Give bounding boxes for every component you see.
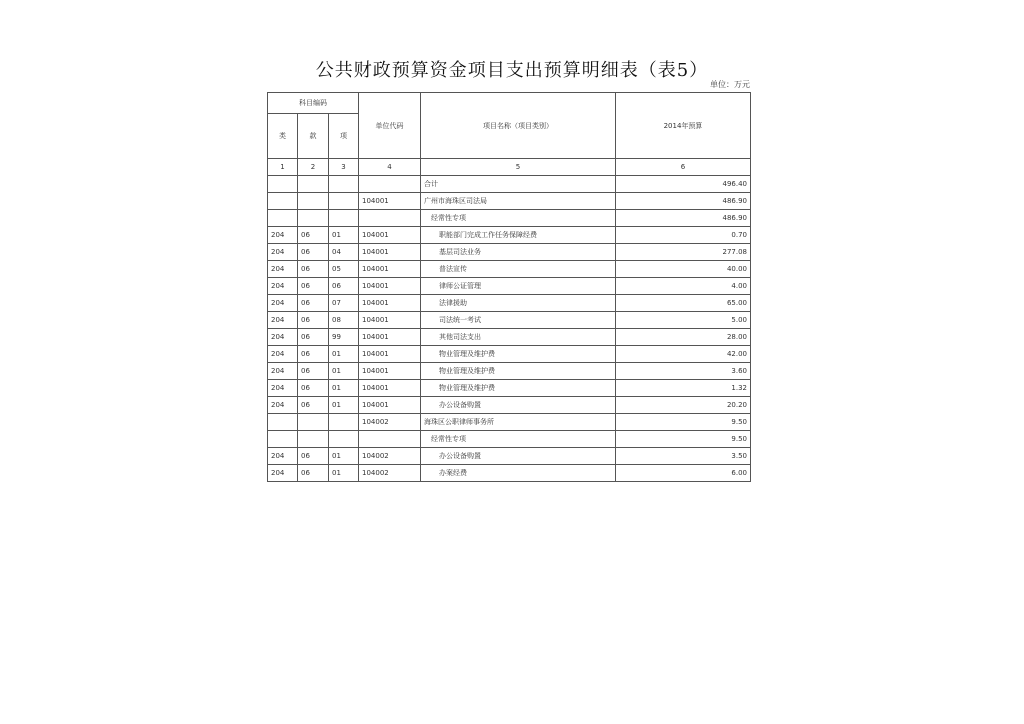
cell-project-name: 合计 xyxy=(421,176,616,193)
cell-unit-code: 104001 xyxy=(359,261,421,278)
cell-kuan: 06 xyxy=(298,346,329,363)
cell-project-name: 办公设备购置 xyxy=(421,448,616,465)
cell-kuan xyxy=(298,210,329,227)
cell-project-name: 律师公证管理 xyxy=(421,278,616,295)
cell-project-name: 海珠区公职律师事务所 xyxy=(421,414,616,431)
cell-unit-code xyxy=(359,176,421,193)
cell-xiang: 01 xyxy=(329,363,359,380)
table-row xyxy=(268,244,751,261)
cell-unit-code: 104002 xyxy=(359,448,421,465)
cell-lei: 204 xyxy=(268,295,298,312)
cell-lei: 204 xyxy=(268,363,298,380)
cell-xiang: 04 xyxy=(329,244,359,261)
budget-table xyxy=(267,92,751,482)
cell-xiang: 07 xyxy=(329,295,359,312)
cell-kuan: 06 xyxy=(298,278,329,295)
cell-xiang xyxy=(329,193,359,210)
cell-budget-value: 9.50 xyxy=(616,431,751,448)
cell-xiang: 05 xyxy=(329,261,359,278)
cell-project-name: 普法宣传 xyxy=(421,261,616,278)
table-row xyxy=(268,295,751,312)
page-title: 公共财政预算资金项目支出预算明细表（表5） xyxy=(315,60,709,81)
cell-unit-code: 104001 xyxy=(359,346,421,363)
cell-xiang: 01 xyxy=(329,346,359,363)
cell-lei xyxy=(268,176,298,193)
cell-lei: 204 xyxy=(268,244,298,261)
cell-lei: 204 xyxy=(268,329,298,346)
table-row xyxy=(268,193,751,210)
cell-kuan: 06 xyxy=(298,363,329,380)
table-row xyxy=(268,329,751,346)
cell-project-name: 物业管理及维护费 xyxy=(421,380,616,397)
cell-unit-code xyxy=(359,431,421,448)
cell-lei xyxy=(268,431,298,448)
cell-budget-value: 3.50 xyxy=(616,448,751,465)
cell-kuan xyxy=(298,431,329,448)
cell-lei: 204 xyxy=(268,465,298,482)
cell-unit-code: 104002 xyxy=(359,465,421,482)
table-row xyxy=(268,261,751,278)
cell-lei: 204 xyxy=(268,346,298,363)
cell-unit-code: 104002 xyxy=(359,414,421,431)
cell-lei xyxy=(268,414,298,431)
cell-budget-value: 0.70 xyxy=(616,227,751,244)
cell-kuan: 06 xyxy=(298,448,329,465)
cell-unit-code: 104001 xyxy=(359,397,421,414)
cell-budget-value: 28.00 xyxy=(616,329,751,346)
cell-project-name: 广州市海珠区司法局 xyxy=(421,193,616,210)
header-unit-code: 单位代码 xyxy=(359,93,421,159)
cell-xiang xyxy=(329,414,359,431)
unit-label: 单位：万元 xyxy=(710,80,750,89)
cell-budget-value: 6.00 xyxy=(616,465,751,482)
cell-budget-value: 40.00 xyxy=(616,261,751,278)
column-number: 3 xyxy=(329,159,359,176)
table-row xyxy=(268,227,751,244)
column-number-row xyxy=(268,159,751,176)
cell-project-name: 基层司法业务 xyxy=(421,244,616,261)
header-row xyxy=(268,93,751,114)
cell-kuan: 06 xyxy=(298,227,329,244)
column-number: 1 xyxy=(268,159,298,176)
cell-kuan: 06 xyxy=(298,397,329,414)
header-subject-code: 科目编码 xyxy=(268,93,359,114)
cell-kuan: 06 xyxy=(298,312,329,329)
cell-lei: 204 xyxy=(268,261,298,278)
cell-unit-code: 104001 xyxy=(359,244,421,261)
cell-budget-value: 486.90 xyxy=(616,193,751,210)
header-budget-2014: 2014年预算 xyxy=(616,93,751,159)
table-row xyxy=(268,397,751,414)
cell-lei: 204 xyxy=(268,312,298,329)
table-row xyxy=(268,278,751,295)
table-row xyxy=(268,363,751,380)
cell-unit-code: 104001 xyxy=(359,295,421,312)
cell-kuan: 06 xyxy=(298,465,329,482)
cell-xiang: 01 xyxy=(329,465,359,482)
cell-unit-code: 104001 xyxy=(359,193,421,210)
cell-budget-value: 486.90 xyxy=(616,210,751,227)
cell-project-name: 其他司法支出 xyxy=(421,329,616,346)
column-number: 2 xyxy=(298,159,329,176)
table-row xyxy=(268,176,751,193)
cell-unit-code: 104001 xyxy=(359,227,421,244)
cell-xiang: 06 xyxy=(329,278,359,295)
cell-project-name: 经常性专项 xyxy=(421,431,616,448)
cell-budget-value: 496.40 xyxy=(616,176,751,193)
cell-budget-value: 65.00 xyxy=(616,295,751,312)
table-row xyxy=(268,210,751,227)
cell-project-name: 办案经费 xyxy=(421,465,616,482)
cell-unit-code: 104001 xyxy=(359,363,421,380)
cell-kuan xyxy=(298,193,329,210)
cell-unit-code: 104001 xyxy=(359,329,421,346)
cell-xiang: 01 xyxy=(329,448,359,465)
cell-budget-value: 9.50 xyxy=(616,414,751,431)
cell-lei xyxy=(268,210,298,227)
cell-xiang: 99 xyxy=(329,329,359,346)
column-number: 6 xyxy=(616,159,751,176)
cell-budget-value: 20.20 xyxy=(616,397,751,414)
cell-project-name: 物业管理及维护费 xyxy=(421,346,616,363)
table-row xyxy=(268,465,751,482)
cell-lei: 204 xyxy=(268,227,298,244)
cell-kuan xyxy=(298,176,329,193)
cell-kuan: 06 xyxy=(298,380,329,397)
cell-budget-value: 42.00 xyxy=(616,346,751,363)
header-lei: 类 xyxy=(268,114,298,159)
cell-xiang: 01 xyxy=(329,397,359,414)
column-number: 4 xyxy=(359,159,421,176)
cell-xiang: 01 xyxy=(329,380,359,397)
cell-xiang: 01 xyxy=(329,227,359,244)
cell-project-name: 职能部门完成工作任务保障经费 xyxy=(421,227,616,244)
cell-unit-code: 104001 xyxy=(359,312,421,329)
cell-lei: 204 xyxy=(268,448,298,465)
cell-xiang: 08 xyxy=(329,312,359,329)
cell-xiang xyxy=(329,210,359,227)
cell-xiang xyxy=(329,431,359,448)
table-row xyxy=(268,448,751,465)
cell-xiang xyxy=(329,176,359,193)
cell-lei xyxy=(268,193,298,210)
cell-project-name: 法律援助 xyxy=(421,295,616,312)
cell-project-name: 经常性专项 xyxy=(421,210,616,227)
cell-budget-value: 3.60 xyxy=(616,363,751,380)
cell-lei: 204 xyxy=(268,278,298,295)
cell-lei: 204 xyxy=(268,397,298,414)
header-project-name: 项目名称（项目类别） xyxy=(421,93,616,159)
column-number: 5 xyxy=(421,159,616,176)
header-xiang: 项 xyxy=(329,114,359,159)
cell-budget-value: 5.00 xyxy=(616,312,751,329)
cell-kuan: 06 xyxy=(298,244,329,261)
cell-unit-code: 104001 xyxy=(359,380,421,397)
cell-unit-code: 104001 xyxy=(359,278,421,295)
cell-lei: 204 xyxy=(268,380,298,397)
cell-kuan: 06 xyxy=(298,329,329,346)
table-row xyxy=(268,346,751,363)
cell-project-name: 办公设备购置 xyxy=(421,397,616,414)
cell-project-name: 物业管理及维护费 xyxy=(421,363,616,380)
cell-kuan: 06 xyxy=(298,295,329,312)
cell-unit-code xyxy=(359,210,421,227)
cell-budget-value: 277.08 xyxy=(616,244,751,261)
cell-budget-value: 1.32 xyxy=(616,380,751,397)
table-row xyxy=(268,414,751,431)
cell-project-name: 司法统一考试 xyxy=(421,312,616,329)
table-row xyxy=(268,380,751,397)
cell-kuan xyxy=(298,414,329,431)
cell-budget-value: 4.00 xyxy=(616,278,751,295)
table-row xyxy=(268,312,751,329)
table-row xyxy=(268,431,751,448)
header-kuan: 款 xyxy=(298,114,329,159)
cell-kuan: 06 xyxy=(298,261,329,278)
